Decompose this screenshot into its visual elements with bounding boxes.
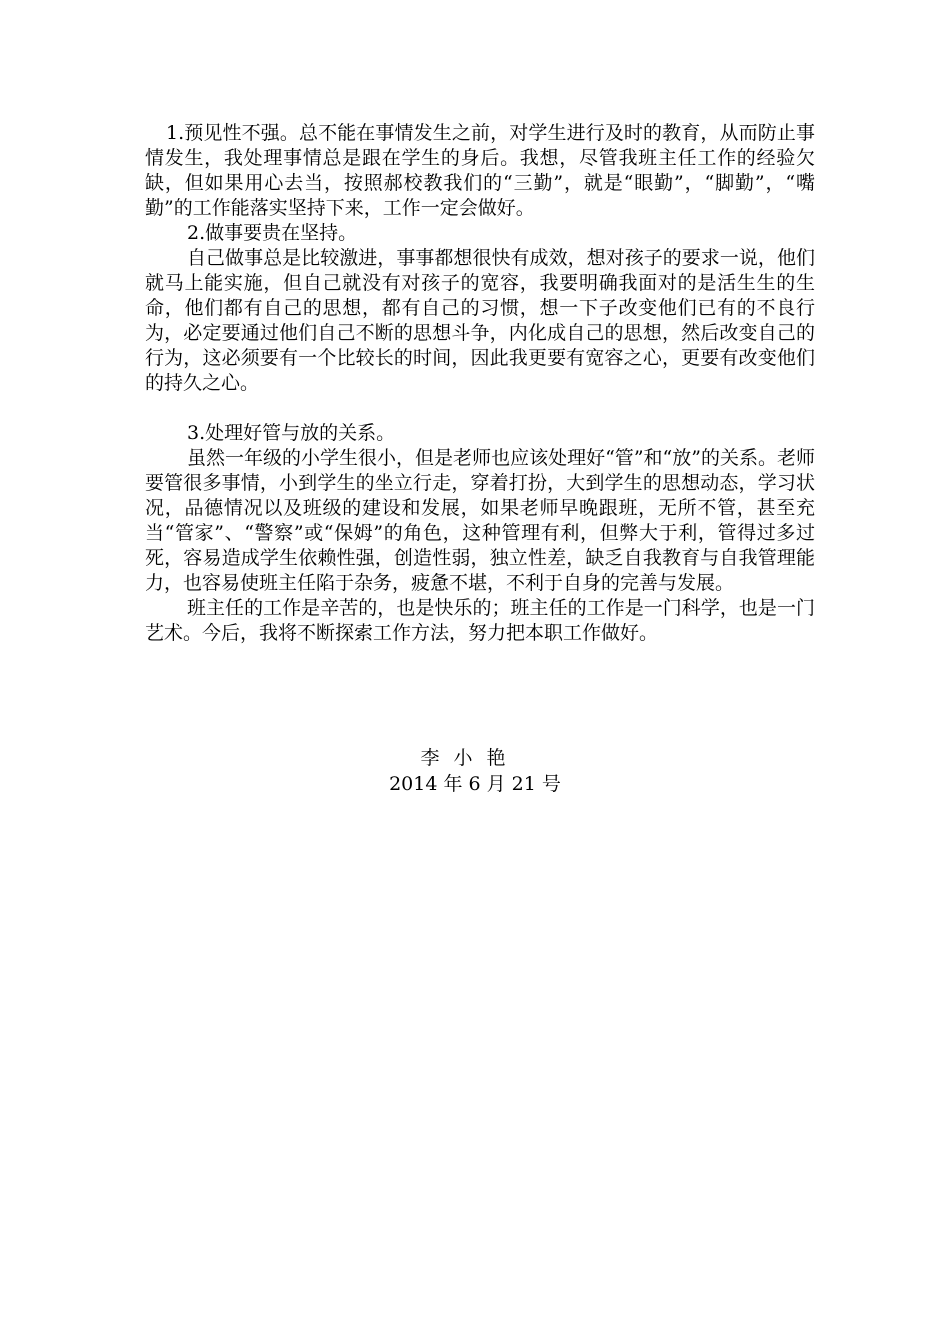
paragraph-point-1: 1.预见性不强。总不能在事情发生之前，对学生进行及时的教育，从而防止事情发生，我处理事情总是跟在学生的身后。我想，尽管我班主任工作的经验欠缺，但如果用心去当，按照郝校教我们的“三勤”，就是“眼勤”，“脚勤”，“嘴勤”的工作能落实坚持下来，工作一定会做好。 xyxy=(145,122,815,219)
heading-point-2: 2.做事要贵在坚持。 xyxy=(187,222,358,244)
paragraph-point-3-body: 虽然一年级的小学生很小，但是老师也应该处理好“管”和“放”的关系。老师要管很多事情，小到学生的坐立行走，穿着打扮，大到学生的思想动态，学习状况，品德情况以及班级的建设和发展，如果老师早晚跟班，无所不管，甚至充当“管家”、“警察”或“保姆”的角色，这种管理有利，但弊大于利，管得过多过死，容易造成学生依赖性强，创造性弱，独立性差，缺乏自我教育与自我管理能力，也容易使班主任陷于杂务，疲惫不堪，不利于自身的完善与发展。 xyxy=(145,447,815,594)
signature-date: 2014 年 6 月 21 号 xyxy=(389,773,561,795)
signature-name: 李 小 艳 xyxy=(420,747,510,769)
document-body xyxy=(145,121,815,646)
heading-point-3: 3.处理好管与放的关系。 xyxy=(187,422,396,444)
paragraph-spacer xyxy=(145,396,815,421)
paragraph-conclusion: 班主任的工作是辛苦的，也是快乐的；班主任的工作是一门科学，也是一门艺术。今后，我将不断探索工作方法，努力把本职工作做好。 xyxy=(145,597,815,644)
paragraph-point-2-body: 自己做事总是比较激进，事事都想很快有成效，想对孩子的要求一说，他们就马上能实施，但自己就没有对孩子的宽容，我要明确我面对的是活生生的生命，他们都有自己的思想，都有自己的习惯，想一下子改变他们已有的不良行为，必定要通过他们自己不断的思想斗争，内化成自己的思想，然后改变自己的行为，这必须要有一个比较长的时间，因此我更要有宽容之心，更要有改变他们的持久之心。 xyxy=(145,247,815,394)
